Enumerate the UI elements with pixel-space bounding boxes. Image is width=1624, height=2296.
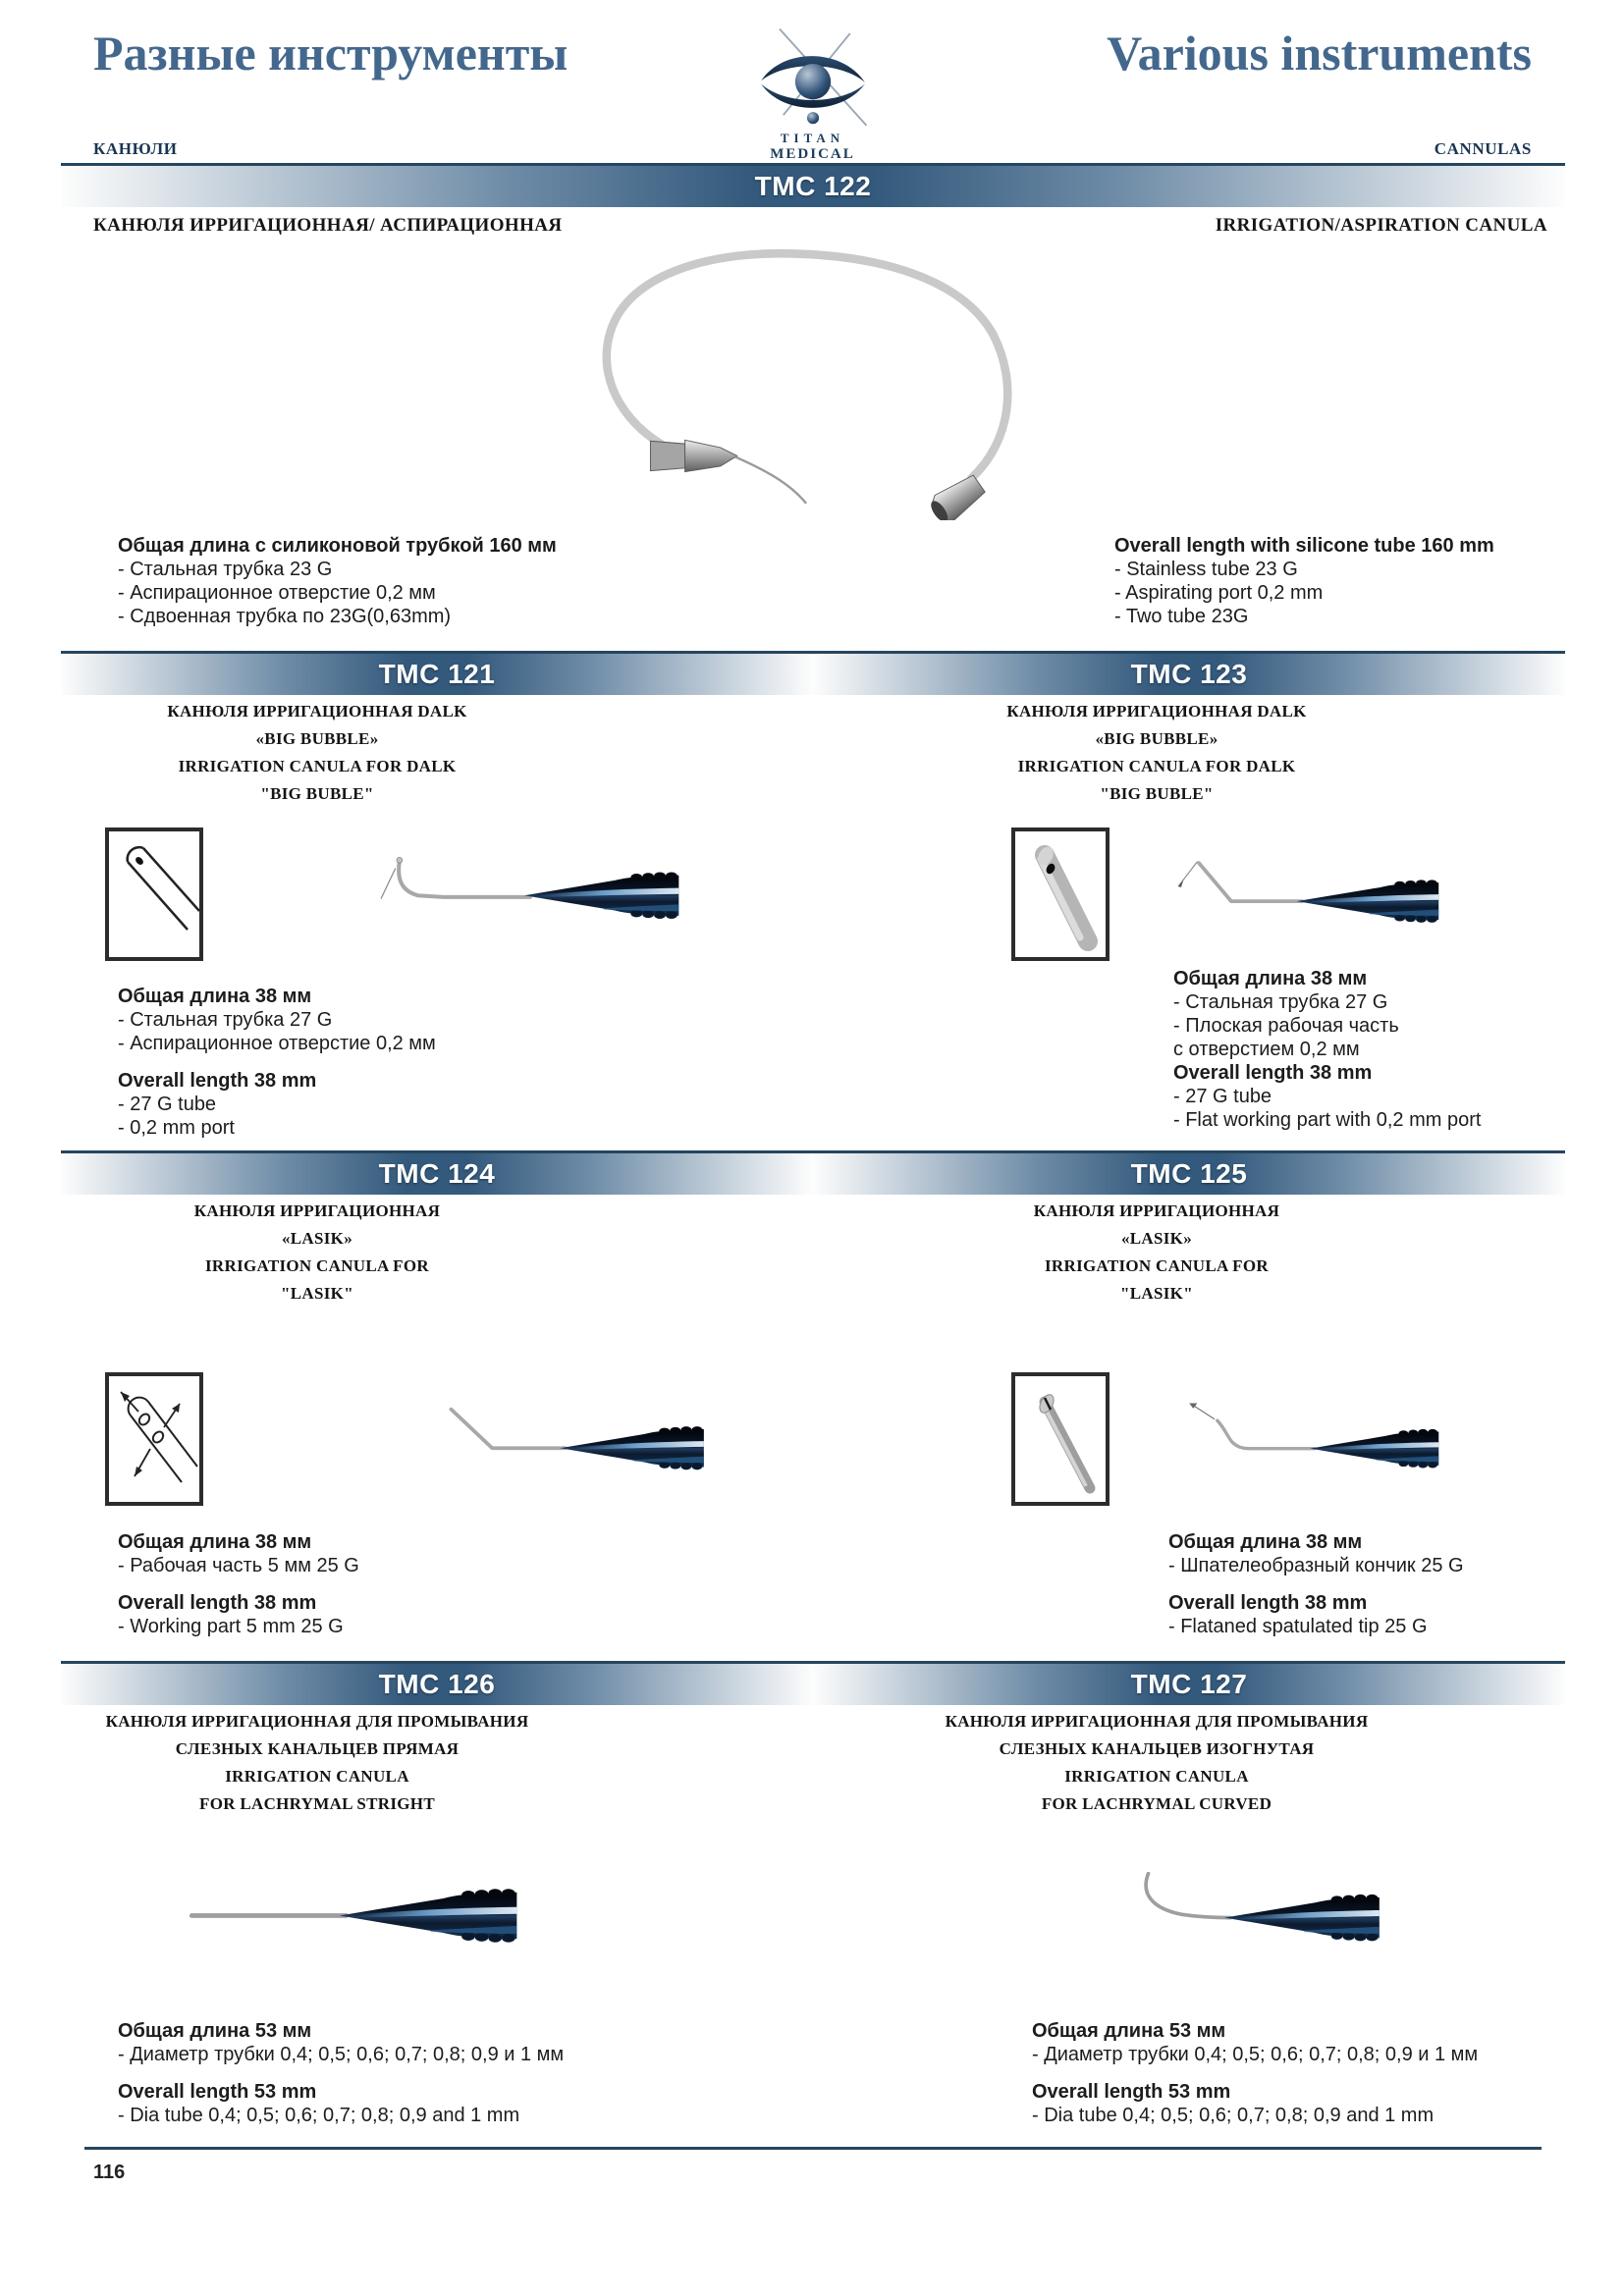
specs-en — [118, 1069, 813, 1140]
product-title-block — [61, 1200, 813, 1305]
specs-block — [813, 2019, 1565, 2127]
product-figure — [61, 810, 813, 979]
title-line: IRRIGATION CANULA FOR — [1045, 1256, 1269, 1275]
spec-title: Общая длина 38 мм — [1173, 968, 1368, 989]
specs-en — [118, 2080, 813, 2127]
spec-item: - Dia tube 0,4; 0,5; 0,6; 0,7; 0,8; 0,9 and 1 mm — [1032, 2105, 1435, 2126]
title-line: КАНЮЛЯ ИРРИГАЦИОННАЯ DALK — [167, 702, 467, 721]
specs-ru — [1032, 2019, 1565, 2066]
spec-title: Overall length 38 mm — [118, 1592, 317, 1614]
spec-item: - Шпателеобразный кончик 25 G — [1168, 1555, 1464, 1576]
spec-item: - Aspirating port 0,2 mm — [1114, 582, 1324, 604]
product-figure — [61, 1352, 813, 1526]
product-code: TMC 127 — [1130, 1669, 1248, 1699]
specs-ru — [118, 2019, 813, 2066]
product-section-tmc121 — [61, 651, 813, 1140]
cannula-photo — [331, 844, 684, 944]
brand-logo — [700, 27, 926, 163]
page-title-en: Various instruments — [1107, 26, 1532, 80]
title-line: FOR LACHRYMAL STRIGHT — [199, 1794, 435, 1813]
section-code-bar — [61, 1150, 813, 1195]
product-name-en: IRRIGATION/ASPIRATION CANULA — [1215, 215, 1547, 236]
product-section-tmc124 — [61, 1150, 813, 1638]
spec-item: - Стальная трубка 27 G — [1173, 991, 1388, 1013]
spec-title: Overall length 38 mm — [118, 1070, 317, 1092]
product-section-tmc127 — [813, 1661, 1565, 2127]
specs-ru — [118, 1530, 813, 1577]
product-code: TMC 125 — [1130, 1158, 1248, 1189]
spec-item: - Flataned spatulated tip 25 G — [1168, 1616, 1428, 1637]
spec-item: с отверстием 0,2 мм — [1173, 1039, 1360, 1060]
product-code: TMC 121 — [378, 659, 496, 689]
product-title-block — [813, 1200, 1565, 1305]
section-code-bar — [61, 651, 813, 695]
title-line: КАНЮЛЯ ИРРИГАЦИОННАЯ ДЛЯ ПРОМЫВАНИЯ — [105, 1712, 529, 1731]
section-code-bar — [61, 1661, 813, 1705]
title-line: IRRIGATION CANULA FOR — [205, 1256, 429, 1275]
spec-item: - Working part 5 mm 25 G — [118, 1616, 344, 1637]
title-line: «BIG BUBBLE» — [255, 729, 379, 748]
product-code: TMC 123 — [1130, 659, 1248, 689]
spec-title: Overall length 53 mm — [1032, 2081, 1231, 2103]
section-code-bar — [813, 651, 1565, 695]
specs-ru — [1168, 1530, 1565, 1577]
specs-en — [1173, 1061, 1565, 1132]
section-code-bar — [813, 1661, 1565, 1705]
tip-detail-inset — [105, 828, 203, 961]
tip-drawing-icon — [109, 1376, 199, 1502]
cannula-photo — [1119, 848, 1443, 940]
title-line: «LASIK» — [1120, 1229, 1192, 1248]
specs-block — [813, 967, 1565, 1132]
spec-item: - Flat working part with 0,2 mm port — [1173, 1109, 1482, 1131]
title-line: "BIG BUBLE" — [1100, 784, 1214, 803]
page-number: 116 — [93, 2162, 126, 2183]
product-photo-tmc122 — [61, 240, 1565, 520]
product-code: TMC 126 — [378, 1669, 496, 1699]
spec-item: - Стальная трубка 27 G — [118, 1009, 333, 1031]
spec-item: - Плоская рабочая часть — [1173, 1015, 1399, 1037]
product-names-row — [61, 215, 1565, 237]
product-figure — [813, 1352, 1565, 1526]
title-line: IRRIGATION CANULA FOR DALK — [178, 757, 457, 775]
title-line: СЛЕЗНЫХ КАНАЛЬЦЕВ ИЗОГНУТАЯ — [999, 1739, 1315, 1758]
spec-item: - Диаметр трубки 0,4; 0,5; 0,6; 0,7; 0,8; 0,9 и 1 мм — [1032, 2044, 1479, 2065]
product-section-tmc125 — [813, 1150, 1565, 1638]
title-line: "LASIK" — [281, 1284, 353, 1303]
title-line: IRRIGATION CANULA — [225, 1767, 409, 1786]
title-line: «LASIK» — [281, 1229, 352, 1248]
specs-block — [61, 985, 813, 1140]
cannula-photo — [1085, 1872, 1424, 1960]
spec-title: Overall length 38 mm — [1168, 1592, 1368, 1614]
title-line: "BIG BUBLE" — [260, 784, 374, 803]
spec-item: - Two tube 23G — [1114, 606, 1249, 627]
specs-block — [61, 1530, 813, 1638]
cannula-photo — [182, 1865, 569, 1966]
tip-photo-icon — [1015, 1376, 1106, 1502]
product-figure — [813, 810, 1565, 979]
title-line: «BIG BUBBLE» — [1095, 729, 1218, 748]
product-title-block — [813, 700, 1565, 805]
page-header — [61, 0, 1565, 163]
spec-item: - 0,2 mm port — [118, 1117, 235, 1139]
spec-title: Общая длина с силиконовой трубкой 160 мм — [118, 535, 557, 557]
section-code-bar — [813, 1150, 1565, 1195]
specs-en — [1168, 1591, 1565, 1638]
cannula-photo — [1149, 1398, 1443, 1481]
product-code: TMC 124 — [378, 1158, 496, 1189]
spec-item: - Dia tube 0,4; 0,5; 0,6; 0,7; 0,8; 0,9 and 1 mm — [118, 2105, 520, 2126]
product-title-block — [813, 1710, 1565, 1815]
spec-title: Overall length 53 mm — [118, 2081, 317, 2103]
page-title-ru: Разные инструменты — [93, 26, 568, 80]
spec-title: Overall length 38 mm — [1173, 1062, 1373, 1084]
logo-text-line2: MEDICAL — [770, 145, 855, 162]
title-line: "LASIK" — [1120, 1284, 1193, 1303]
spec-item: - 27 G tube — [1173, 1086, 1272, 1107]
tip-detail-inset — [1011, 1372, 1110, 1506]
spec-title: Общая длина 53 мм — [118, 2020, 312, 2042]
product-title-block — [61, 700, 813, 805]
title-line: КАНЮЛЯ ИРРИГАЦИОННАЯ — [1033, 1201, 1280, 1220]
product-name-ru: КАНЮЛЯ ИРРИГАЦИОННАЯ/ АСПИРАЦИОННАЯ — [93, 215, 563, 236]
title-line: КАНЮЛЯ ИРРИГАЦИОННАЯ DALK — [1006, 702, 1307, 721]
spec-item: - 27 G tube — [118, 1094, 217, 1115]
cannula-photo — [380, 1393, 709, 1486]
tip-detail-inset — [105, 1372, 203, 1506]
product-figure — [813, 1830, 1565, 2002]
specs-block — [61, 2019, 813, 2127]
title-line: IRRIGATION CANULA — [1064, 1767, 1249, 1786]
product-section-tmc126 — [61, 1661, 813, 2127]
title-line: КАНЮЛЯ ИРРИГАЦИОННАЯ — [193, 1201, 441, 1220]
product-figure — [61, 1830, 813, 2002]
spec-title: Общая длина 38 мм — [118, 1531, 312, 1553]
specs-ru — [61, 534, 813, 628]
specs-en — [1032, 2080, 1565, 2127]
spec-item: - Стальная трубка 23 G — [118, 559, 333, 580]
logo-eye-icon — [730, 27, 896, 132]
product-section-tmc123 — [813, 651, 1565, 1140]
title-line: IRRIGATION CANULA FOR DALK — [1017, 757, 1296, 775]
product-title-block — [61, 1710, 813, 1815]
tip-drawing-icon — [109, 831, 199, 957]
spec-item: - Stainless tube 23 G — [1114, 559, 1298, 580]
title-line: КАНЮЛЯ ИРРИГАЦИОННАЯ ДЛЯ ПРОМЫВАНИЯ — [945, 1712, 1369, 1731]
product-section-tmc122 — [61, 163, 1565, 628]
title-line: FOR LACHRYMAL CURVED — [1041, 1794, 1272, 1813]
page-subtitle-ru: КАНЮЛИ — [93, 139, 178, 158]
spec-title: Overall length with silicone tube 160 mm — [1114, 535, 1494, 557]
page-subtitle-en: CANNULAS — [1434, 139, 1532, 158]
spec-item: - Рабочая часть 5 мм 25 G — [118, 1555, 359, 1576]
section-code-bar — [61, 163, 1565, 207]
spec-title: Общая длина 38 мм — [1168, 1531, 1363, 1553]
specs-row — [61, 534, 1565, 628]
specs-ru — [118, 985, 813, 1055]
spec-item: - Аспирационное отверстие 0,2 мм — [118, 1033, 436, 1054]
tip-detail-inset — [1011, 828, 1110, 961]
tip-photo-icon — [1015, 831, 1106, 957]
title-line: СЛЕЗНЫХ КАНАЛЬЦЕВ ПРЯМАЯ — [175, 1739, 460, 1758]
specs-block — [813, 1530, 1565, 1638]
spec-item: - Аспирационное отверстие 0,2 мм — [118, 582, 436, 604]
specs-en — [813, 534, 1565, 628]
spec-item: - Диаметр трубки 0,4; 0,5; 0,6; 0,7; 0,8; 0,9 и 1 мм — [118, 2044, 565, 2065]
spec-title: Общая длина 38 мм — [118, 986, 312, 1007]
product-code: TMC 122 — [754, 171, 872, 201]
specs-ru — [1173, 967, 1565, 1061]
logo-text-line1: TITAN — [780, 130, 845, 145]
specs-en — [118, 1591, 813, 1638]
spec-item: - Сдвоенная трубка по 23G(0,63mm) — [118, 606, 452, 627]
cannula-silicone-tube-image — [530, 240, 1198, 520]
header-left — [93, 27, 700, 163]
header-right — [926, 27, 1533, 163]
spec-title: Общая длина 53 мм — [1032, 2020, 1226, 2042]
